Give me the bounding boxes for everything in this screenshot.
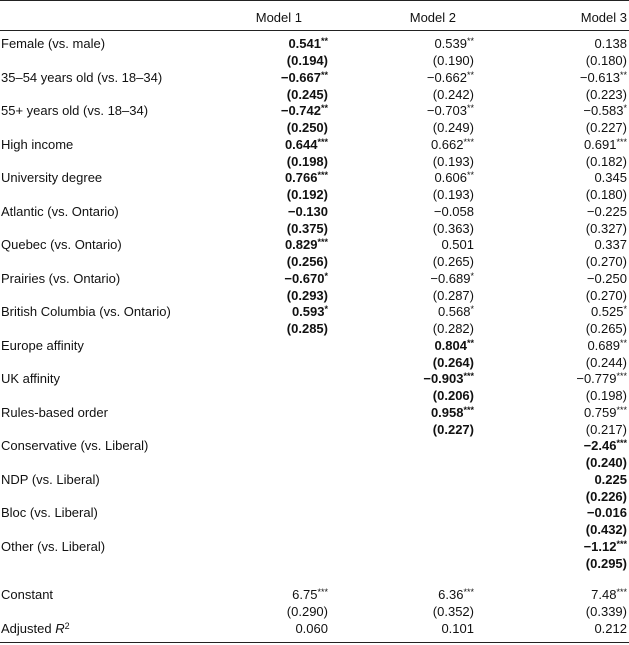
coef-value: −0.903 <box>423 371 464 386</box>
se-m3: (0.265) <box>585 321 627 336</box>
coef-value: 0.593 <box>291 304 325 319</box>
coef-value: −0.583 <box>583 103 624 118</box>
coef-value: 0.829 <box>284 237 318 252</box>
coef-m3 <box>594 170 627 186</box>
significance-stars: * <box>623 304 627 314</box>
coef-m1 <box>285 170 328 186</box>
coef-m1 <box>288 36 328 52</box>
coef-value: −0.016 <box>586 505 627 520</box>
significance-stars: ** <box>466 337 474 348</box>
coef-m3 <box>594 472 627 488</box>
constant-label: Constant <box>1 587 54 602</box>
significance-stars: *** <box>463 371 474 381</box>
coef-value: 0.691 <box>583 136 617 152</box>
coef-m2 <box>441 237 474 253</box>
coef-value: −0.130 <box>287 203 328 219</box>
coef-value: 0.759 <box>583 404 617 420</box>
coef-m3 <box>584 539 627 555</box>
adjusted-r2-label: Adjusted $R^2$ <box>1 621 70 636</box>
constant-m1: 6.75*** <box>292 587 328 602</box>
constant-m2: 6.36*** <box>438 587 474 602</box>
significance-stars: * <box>470 304 474 314</box>
coef-m1 <box>285 237 328 253</box>
significance-stars: *** <box>616 136 627 147</box>
header-model-2: Model 2 <box>409 10 456 25</box>
significance-stars: ** <box>466 69 474 80</box>
significance-stars: * <box>470 270 474 281</box>
row-label: Europe affinity <box>1 337 84 353</box>
se-m1: (0.250) <box>286 120 328 135</box>
coef-m1 <box>281 103 328 119</box>
se-m1: (0.192) <box>286 187 328 202</box>
coef-value: −0.670 <box>284 270 325 286</box>
se-m3: (0.244) <box>585 354 627 370</box>
coef-value: −0.662 <box>426 69 467 85</box>
adjusted-r2-m1: 0.060 <box>295 621 328 636</box>
coef-m3 <box>584 405 627 421</box>
coef-value: −0.250 <box>586 270 627 286</box>
coef-value: −0.703 <box>426 103 467 118</box>
coef-value: −0.779 <box>576 371 617 386</box>
coef-m1 <box>285 137 328 153</box>
row-label: Atlantic (vs. Ontario) <box>1 203 119 219</box>
row-label: Bloc (vs. Liberal) <box>1 505 98 520</box>
significance-stars: *** <box>463 404 474 415</box>
coef-m3 <box>587 204 627 220</box>
se-m2: (0.193) <box>432 153 474 169</box>
row-label: NDP (vs. Liberal) <box>1 471 100 487</box>
bottom-rule <box>0 642 629 643</box>
coef-m2 <box>434 204 474 220</box>
significance-stars: *** <box>616 404 627 415</box>
se-m2: (0.287) <box>432 287 474 303</box>
coef-m1 <box>284 271 328 287</box>
significance-stars: *** <box>317 237 328 247</box>
significance-stars: ** <box>466 103 474 113</box>
coef-m3 <box>594 36 627 52</box>
significance-stars: *** <box>463 136 474 147</box>
coef-value: 0.541 <box>288 36 321 51</box>
coef-m2 <box>427 70 474 86</box>
coef-value: 0.662 <box>430 136 464 152</box>
row-label: Conservative (vs. Liberal) <box>1 438 149 453</box>
significance-stars: ** <box>320 36 328 46</box>
se-m3: (0.182) <box>585 153 627 169</box>
coef-value: −0.689 <box>430 270 471 286</box>
se-m2: (0.249) <box>432 120 474 135</box>
coef-m2 <box>431 405 474 421</box>
coef-m3 <box>591 304 627 320</box>
se-m3: (0.217) <box>585 421 627 437</box>
row-label: Other (vs. Liberal) <box>1 538 106 554</box>
se-m2: (0.242) <box>432 86 474 102</box>
significance-stars: ** <box>619 337 627 348</box>
se-m1: (0.293) <box>286 287 328 303</box>
coef-value: −0.742 <box>280 103 321 118</box>
coef-m3 <box>587 338 627 354</box>
adjusted-r2-m2: 0.101 <box>441 621 474 636</box>
se-m1: (0.198) <box>286 153 328 169</box>
coef-value: 0.138 <box>594 36 627 51</box>
se-m2: (0.363) <box>432 220 474 236</box>
significance-stars: ** <box>320 69 328 80</box>
se-m3: (0.240) <box>585 455 627 470</box>
coef-value: −2.46 <box>583 438 617 453</box>
coef-m3 <box>584 137 627 153</box>
significance-stars: *** <box>317 170 328 180</box>
coef-m2 <box>434 36 474 52</box>
constant-m1-se: (0.290) <box>286 604 328 619</box>
adjusted-r2-m3: 0.212 <box>594 621 627 636</box>
se-m2: (0.265) <box>432 254 474 269</box>
se-m3: (0.227) <box>585 120 627 135</box>
coef-m2 <box>431 137 474 153</box>
se-m2: (0.264) <box>432 354 474 370</box>
coef-m3 <box>587 505 627 521</box>
coef-m3 <box>583 103 627 119</box>
significance-stars: * <box>324 270 328 281</box>
se-m3: (0.295) <box>585 555 627 571</box>
constant-m3: 7.48*** <box>591 587 627 602</box>
coef-value: −0.613 <box>579 69 620 85</box>
significance-stars: ** <box>466 36 474 46</box>
se-m3: (0.327) <box>585 220 627 236</box>
significance-stars: *** <box>616 438 627 448</box>
coef-m2 <box>434 338 474 354</box>
se-m1: (0.194) <box>286 53 328 68</box>
coef-value: 0.689 <box>587 337 620 353</box>
top-rule <box>0 0 629 1</box>
coef-value: 0.525 <box>590 304 624 319</box>
significance-stars: *** <box>616 538 627 549</box>
constant-m3-se: (0.339) <box>585 604 627 619</box>
se-m2: (0.227) <box>432 421 474 437</box>
se-m3: (0.226) <box>585 488 627 504</box>
coef-m2 <box>423 371 474 387</box>
se-m2: (0.206) <box>432 388 474 403</box>
coef-value: 0.766 <box>284 170 318 185</box>
row-label: 35–54 years old (vs. 18–34) <box>1 69 163 85</box>
se-m3: (0.198) <box>585 388 627 403</box>
coef-value: 0.501 <box>441 237 474 252</box>
coef-m1 <box>292 304 328 320</box>
coef-m1 <box>288 204 328 220</box>
constant-m2-se: (0.352) <box>432 604 474 619</box>
significance-stars: ** <box>619 69 627 80</box>
coef-m2 <box>427 103 474 119</box>
row-label: Quebec (vs. Ontario) <box>1 237 122 252</box>
row-label: Prairies (vs. Ontario) <box>1 270 121 286</box>
coef-m3 <box>580 70 627 86</box>
coef-value: 0.568 <box>437 304 471 319</box>
row-label: British Columbia (vs. Ontario) <box>1 304 171 319</box>
coef-value: 0.804 <box>434 337 467 353</box>
se-m2: (0.282) <box>432 321 474 336</box>
se-m2: (0.190) <box>432 53 474 68</box>
row-label: University degree <box>1 170 103 185</box>
se-m3: (0.432) <box>585 522 627 537</box>
coef-m3 <box>587 271 627 287</box>
se-m1: (0.245) <box>286 86 328 102</box>
se-m1: (0.375) <box>286 220 328 236</box>
coef-m3 <box>576 371 627 387</box>
header-model-1: Model 1 <box>255 10 302 25</box>
significance-stars: * <box>623 103 627 113</box>
coef-value: 0.337 <box>594 237 627 252</box>
header-rule <box>0 30 629 31</box>
coef-value: 0.539 <box>434 36 467 51</box>
significance-stars: ** <box>320 103 328 113</box>
row-label: Rules-based order <box>1 404 108 420</box>
coef-value: −0.058 <box>433 203 474 219</box>
coef-m3 <box>584 438 627 454</box>
coef-value: 0.606 <box>434 170 467 185</box>
coef-m3 <box>594 237 627 253</box>
coef-m2 <box>434 170 474 186</box>
coef-m1 <box>281 70 328 86</box>
se-m2: (0.193) <box>432 187 474 202</box>
se-m1: (0.256) <box>286 254 328 269</box>
se-m3: (0.270) <box>585 254 627 269</box>
header-model-3: Model 3 <box>580 10 627 25</box>
row-label: Female (vs. male) <box>1 36 106 51</box>
significance-stars: ** <box>466 170 474 180</box>
row-label: UK affinity <box>1 371 61 386</box>
coef-value: 0.225 <box>594 471 627 487</box>
se-m3: (0.180) <box>585 53 627 68</box>
coef-m2 <box>438 304 474 320</box>
se-m3: (0.180) <box>585 187 627 202</box>
coef-value: 0.345 <box>594 170 627 185</box>
coef-value: 0.644 <box>284 136 318 152</box>
significance-stars: * <box>324 304 328 314</box>
coef-m2 <box>430 271 474 287</box>
significance-stars: *** <box>616 371 627 381</box>
significance-stars: *** <box>317 136 328 147</box>
coef-value: −1.12 <box>583 538 617 554</box>
row-label: High income <box>1 136 74 152</box>
se-m3: (0.223) <box>585 86 627 102</box>
se-m3: (0.270) <box>585 287 627 303</box>
coef-value: −0.225 <box>586 203 627 219</box>
row-label: 55+ years old (vs. 18–34) <box>1 103 149 118</box>
se-m1: (0.285) <box>286 321 328 336</box>
coef-value: −0.667 <box>280 69 321 85</box>
coef-value: 0.958 <box>430 404 464 420</box>
